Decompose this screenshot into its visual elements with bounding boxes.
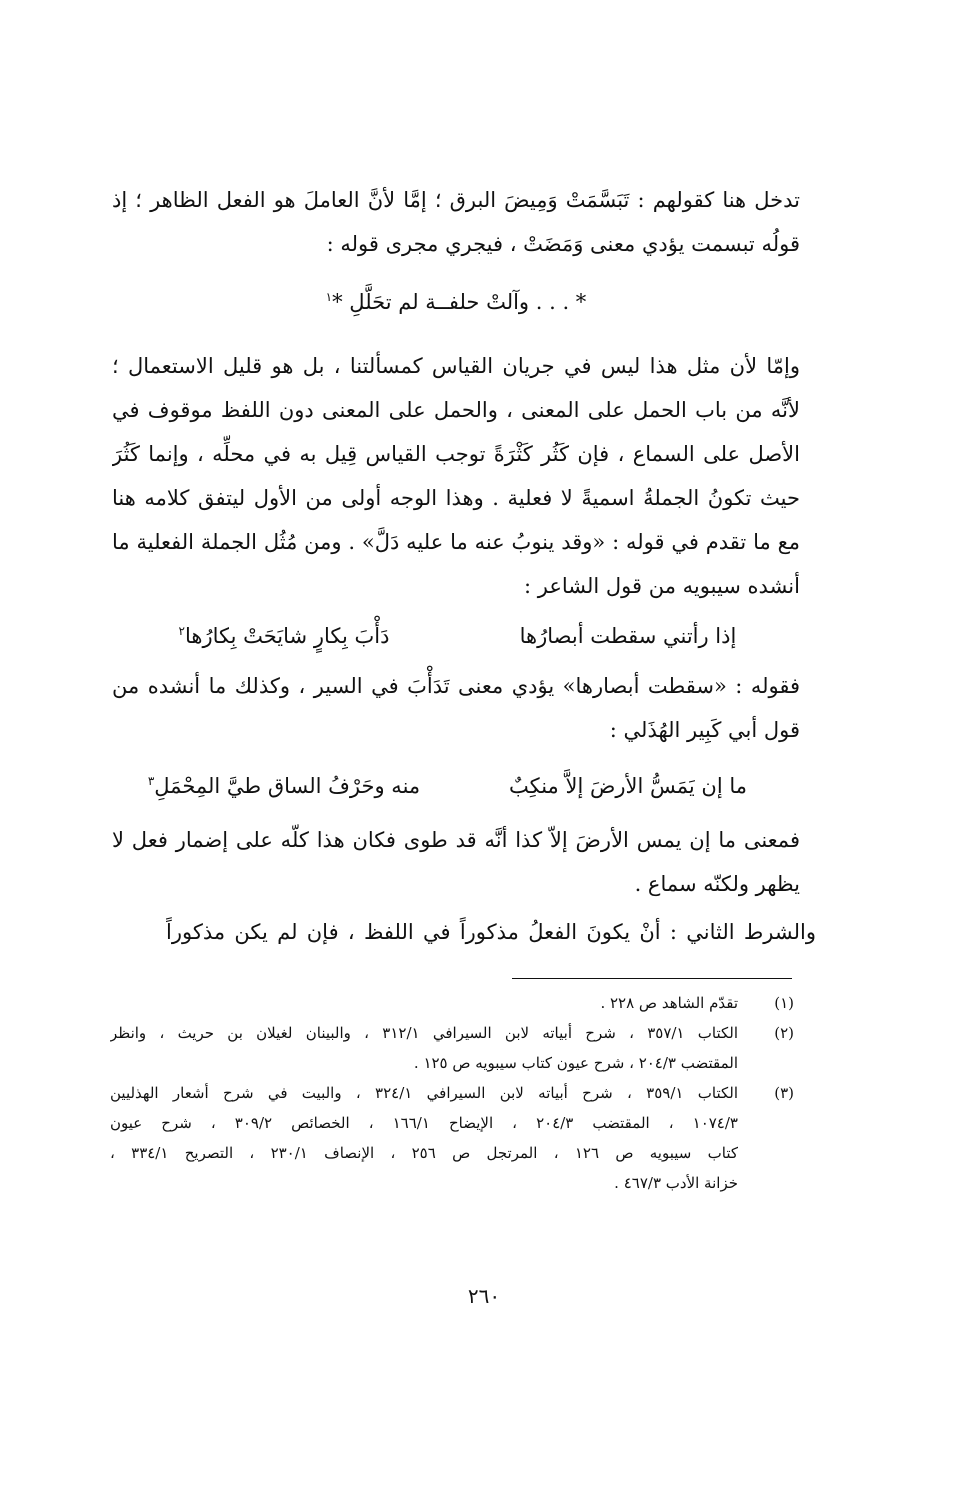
footnote: [110, 1018, 800, 1078]
footnote-line: تقدّم الشاهد ص ٢٢٨ .: [600, 994, 738, 1012]
verse-line: [112, 616, 800, 656]
paragraph: [112, 344, 800, 608]
footnote-separator: [512, 978, 792, 979]
footnote-text: [110, 1078, 750, 1198]
footnote-line: الكتاب ٣٥٩/١ ، شرح أبياته لابن السيرافي ٣٢٤/١ ، والبيت في شرح أشعار الهذليين: [110, 1084, 738, 1102]
text-line: قولُه تبسمت يؤدي معنى وَمَضَتْ ، فيجري مجرى قوله :: [326, 232, 800, 256]
paragraph: [112, 818, 800, 906]
main-text: [112, 178, 800, 266]
page-number: ٢٦٠: [467, 1284, 501, 1308]
paragraph: [112, 664, 800, 752]
verse-second-hemistich: [112, 766, 456, 806]
footnote: [110, 1078, 800, 1198]
text-line: قول أبي كَبِير الهُذَلي :: [609, 718, 800, 742]
footnote-line: خزانة الأدب ٤٦٧/٣ .: [614, 1174, 738, 1192]
text-line: لأنَّه من باب الحمل على المعنى ، والحمل على المعنى دون اللفظ موقوف في: [112, 398, 800, 422]
verse-fragment: [112, 282, 800, 322]
paragraph: [166, 910, 816, 954]
verse-line: [112, 766, 800, 806]
verse-text: منه وحَرْفُ الساق طيَّ المِحْمَلِ: [154, 774, 421, 798]
text-line: الأصل على السماع ، فإن كَثُر كَثْرَةً توجب القياس قِيل به في محلِّه ، وإنما كَثُرَ: [112, 442, 800, 466]
text-line: حيث تكونُ الجملةُ اسميةً لا فعلية . وهذا الوجه أولى من الأول ليتفق كلامه هنا: [112, 486, 800, 510]
footnote-number: (٣): [774, 1084, 794, 1102]
verse-second-hemistich: [112, 616, 456, 656]
text-line: وإمّا لأن مثل هذا ليس في جريان القياس كمسألتنا ، بل هو قليل الاستعمال ؛: [112, 354, 800, 378]
footnote-text: [110, 1018, 750, 1078]
text-line: يظهر ولكنّه سماع .: [634, 872, 800, 896]
text-line: مع ما تقدم في قوله : «وقد ينوبُ عنه ما عليه دَلَّ» . ومن مُثُل الجملة الفعلية ما: [112, 530, 800, 554]
text-line: فمعنى ما إن يمس الأرضَ إلاّ كذا أنَّه قد طوى فكان هذا كلّه على إضمار فعل لا: [112, 828, 800, 852]
footnote-number: (١): [774, 994, 794, 1012]
footnotes: [110, 988, 800, 1198]
verse-text: * . . . وآلتْ حلفــة لم تحَلَّلِ *: [332, 290, 587, 314]
verse-first-hemistich: ما إن يَمَسُّ الأرضَ إلاَّ منكِبٌ: [509, 774, 747, 798]
text-line: والشرط الثاني : أنْ يكونَ الفعلُ مذكوراً في اللفظ ، فإن لم يكن مذكوراً: [166, 920, 816, 944]
text-line: فقوله : «سقطت أبصارها» يؤدي معنى تَدَأْبَ في السير ، وكذلك ما أنشده من: [112, 674, 800, 698]
text-line: تدخل هنا كقولهم : تَبَسَّمَتْ وَمِيضَ البرق ؛ إمَّا لأنَّ العاملَ هو الفعل الظاهر ؛ إذ: [112, 188, 800, 212]
footnote-ref: ١: [325, 290, 333, 304]
footnote-line: الكتاب ٣٥٧/١ ، شرح أبياته لابن السيرافي ٣١٢/١ ، والبينان لغيلان بن حريث ، وانظر: [110, 1024, 738, 1042]
text-line: أنشده سيبويه من قول الشاعر :: [524, 574, 800, 598]
footnote-line: كتاب سيبويه ص ١٢٦ ، المرتجل ص ٢٥٦ ، الإنصاف ٢٣٠/١ ، التصريح ٣٣٤/١ ،: [110, 1144, 738, 1162]
footnote-line: المقتضب ٢٠٤/٣ ، شرح عيون كتاب سيبويه ص ١٢٥ .: [413, 1054, 738, 1072]
footnote-ref: ٣: [147, 774, 155, 788]
footnote: [110, 988, 800, 1018]
footnote-number: (٢): [774, 1024, 794, 1042]
footnote-line: ١٠٧٤/٣ ، المقتضب ٢٠٤/٣ ، الإيضاح ١٦٦/١ ، الخصائص ٣٠٩/٢ ، شرح عيون: [110, 1114, 738, 1132]
verse-text: دَأْبَ بِكارٍ شايَحَتْ بِكارُها: [185, 624, 390, 648]
footnote-ref: ٢: [178, 624, 185, 638]
footnote-text: [110, 988, 750, 1018]
verse-first-hemistich: إذا رأتني سقطت أبصارُها: [519, 624, 737, 648]
